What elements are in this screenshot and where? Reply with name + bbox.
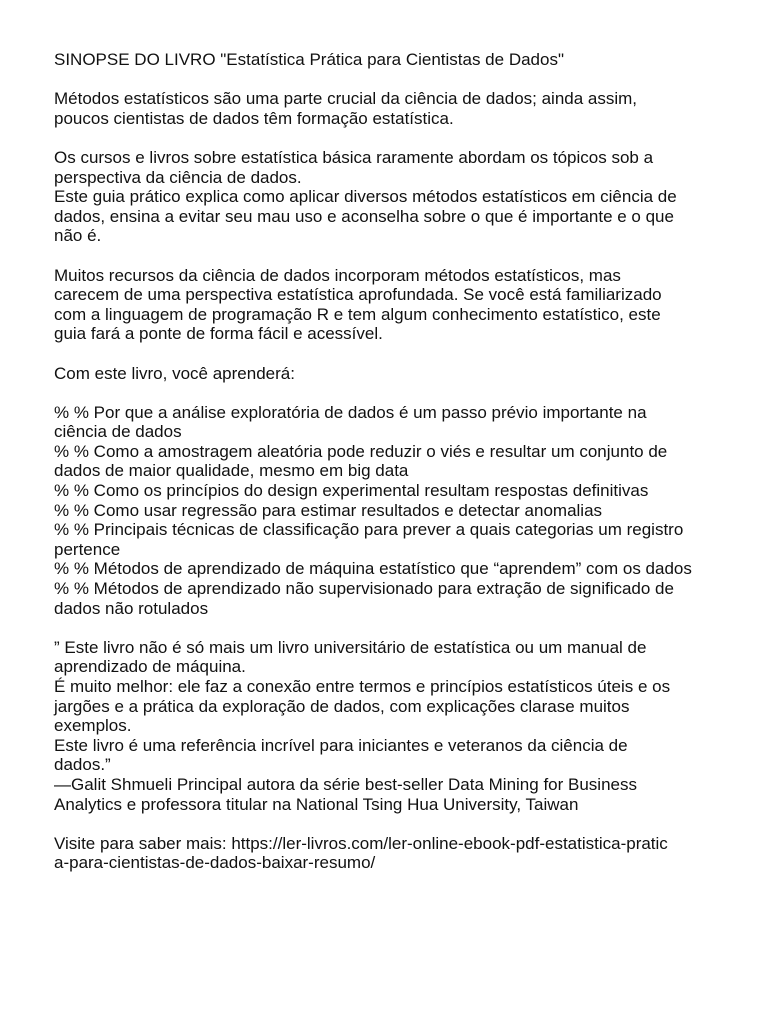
quote-attribution-line: —Galit Shmueli Principal autora da série best-seller Data Mining for Business — [54, 774, 637, 794]
bullet-line: ciência de dados — [54, 422, 182, 442]
bullet-line: pertence — [54, 539, 121, 559]
quote-line: ” Este livro não é só mais um livro universitário de estatística ou um manual de — [54, 637, 647, 657]
quote-line: aprendizado de máquina. — [54, 657, 246, 677]
intro-paragraph — [54, 89, 754, 128]
quote-line: É muito melhor: ele faz a conexão entre termos e princípios estatísticos úteis e os — [54, 677, 671, 696]
paragraph-line: com a linguagem de programação R e tem algum conhecimento estatístico, este — [54, 304, 661, 324]
document-title — [54, 50, 754, 70]
paragraph-line: Com este livro, você aprenderá: — [54, 363, 295, 383]
quote-line: Este livro é uma referência incrível para iniciantes e veteranos da ciência de — [54, 735, 628, 755]
paragraph-line: Muitos recursos da ciência de dados incorporam métodos estatísticos, mas — [54, 265, 621, 285]
paragraph-line: Este guia prático explica como aplicar diversos métodos estatísticos em ciência de — [54, 187, 677, 207]
paragraph-line: dados, ensina a evitar seu mau uso e aconselha sobre o que é importante e o que — [54, 206, 674, 226]
quote-paragraph — [54, 638, 754, 814]
bullet-line: % % Por que a análise exploratória de dados é um passo prévio importante na — [54, 402, 647, 422]
quote-attribution-line: Analytics e professora titular na National Tsing Hua University, Taiwan — [54, 794, 579, 814]
quote-line: dados.” — [54, 755, 111, 775]
learning-bullet-list — [54, 403, 754, 619]
footer-link-line: a-para-cientistas-de-dados-baixar-resumo/ — [54, 853, 376, 873]
courses-paragraph — [54, 148, 754, 246]
paragraph-line: guia fará a ponte de forma fácil e acessível. — [54, 324, 383, 344]
bullet-line: % % Principais técnicas de classificação para prever a quais categorias um registro — [54, 520, 684, 540]
paragraph-line: perspectiva da ciência de dados. — [54, 167, 302, 187]
resources-paragraph — [54, 266, 754, 344]
bullet-line: % % Métodos de aprendizado de máquina estatístico que “aprendem” com os dados — [54, 559, 692, 579]
quote-line: exemplos. — [54, 716, 132, 736]
bullet-line: % % Como os princípios do design experimental resultam respostas definitivas — [54, 481, 649, 501]
paragraph-line: poucos cientistas de dados têm formação estatística. — [54, 108, 454, 128]
document-body — [54, 50, 754, 893]
bullet-line: dados de maior qualidade, mesmo em big data — [54, 461, 409, 481]
paragraph-line: carecem de uma perspectiva estatística aprofundada. Se você está familiarizado — [54, 285, 662, 305]
title-line: SINOPSE DO LIVRO "Estatística Prática para Cientistas de Dados" — [54, 50, 564, 69]
paragraph-line: Métodos estatísticos são uma parte crucial da ciência de dados; ainda assim, — [54, 89, 638, 109]
paragraph-line: Os cursos e livros sobre estatística básica raramente abordam os tópicos sob a — [54, 147, 654, 167]
learn-intro-paragraph — [54, 364, 754, 384]
bullet-line: % % Como usar regressão para estimar resultados e detectar anomalias — [54, 500, 603, 520]
bullet-line: dados não rotulados — [54, 598, 209, 618]
bullet-line: % % Como a amostragem aleatória pode reduzir o viés e resultar um conjunto de — [54, 441, 668, 461]
footer-paragraph — [54, 834, 754, 873]
footer-link-line: Visite para saber mais: https://ler-livros.com/ler-online-ebook-pdf-estatistica-pratic — [54, 833, 668, 853]
quote-line: jargões e a prática da exploração de dados, com explicações clarase muitos — [54, 696, 630, 716]
bullet-line: % % Métodos de aprendizado não supervisionado para extração de significado de — [54, 579, 674, 599]
paragraph-line: não é. — [54, 226, 102, 246]
